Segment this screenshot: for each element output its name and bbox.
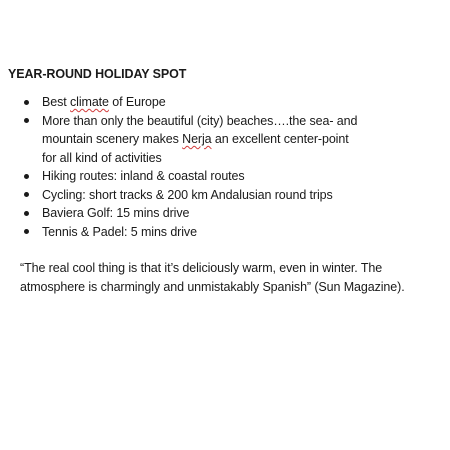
text-line: More than only the beautiful (city) beaches….the sea- and	[42, 113, 358, 128]
list-item-text: Tennis & Padel: 5 mins drive	[42, 224, 197, 239]
section-heading: YEAR-ROUND HOLIDAY SPOT	[8, 67, 187, 81]
bullet-icon	[24, 100, 29, 105]
list-item	[22, 93, 442, 112]
spellcheck-flagged-word: climate	[70, 95, 109, 109]
bullet-icon	[24, 174, 29, 179]
list-item-text	[42, 112, 442, 168]
list-item	[22, 167, 442, 186]
list-item	[22, 186, 442, 205]
list-item-text: Cycling: short tracks & 200 km Andalusian round trips	[42, 187, 333, 202]
list-item-text: Baviera Golf: 15 mins drive	[42, 206, 190, 220]
spellcheck-flagged-word: Nerja	[182, 132, 212, 146]
bullet-icon	[24, 192, 29, 197]
list-item	[22, 204, 442, 223]
feature-list	[22, 93, 442, 241]
list-item	[22, 112, 442, 168]
bullet-icon	[24, 229, 29, 234]
list-item-text	[42, 93, 442, 112]
quote-line: “The real cool thing is that it’s deliciously warm, even in winter. The	[20, 261, 383, 275]
list-item-text: Hiking routes: inland & coastal routes	[42, 169, 245, 183]
text-run: of Europe	[108, 95, 166, 109]
bullet-icon	[24, 118, 29, 123]
text-run: Best	[42, 95, 70, 109]
text-run: an excellent center-point	[211, 132, 349, 146]
text-run: mountain scenery makes	[42, 132, 183, 146]
quote-paragraph	[20, 259, 440, 296]
quote-line: atmosphere is charmingly and unmistakably Spanish” (Sun Magazine).	[20, 279, 405, 294]
text-line: for all kind of activities	[42, 150, 162, 165]
list-item	[22, 223, 442, 242]
bullet-icon	[24, 211, 29, 216]
